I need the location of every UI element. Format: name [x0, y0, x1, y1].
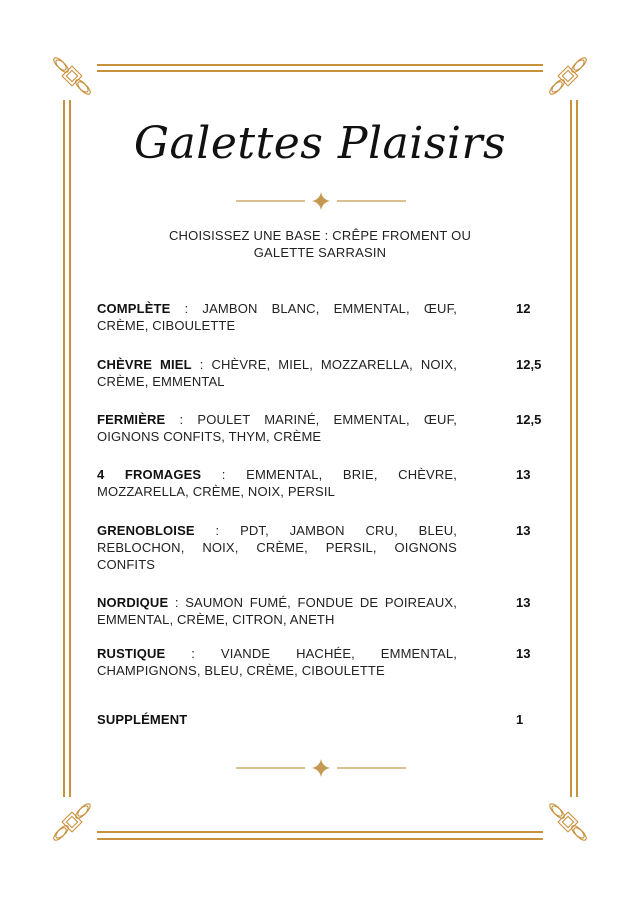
item-description: POULET MARINÉ, EMMENTAL, ŒUF, OIGNONS CONFITS, THYM, CRÈME: [97, 412, 457, 444]
item-description: VIANDE HACHÉE, EMMENTAL, CHAMPIGNONS, BLEU, CRÈME, CIBOULETTE: [97, 646, 457, 678]
frame-bottom-inner: [97, 831, 543, 833]
menu-item-complete: COMPLÈTE : JAMBON BLANC, EMMENTAL, ŒUF, CRÈME, CIBOULETTE 12: [97, 301, 531, 333]
item-price: 1: [516, 712, 524, 727]
item-price: 12,5: [516, 357, 542, 372]
ornamental-knot-icon: [544, 798, 592, 846]
item-name: FERMIÈRE: [97, 412, 166, 427]
menu-item-chevre-miel: CHÈVRE MIEL : CHÈVRE, MIEL, MOZZARELLA, NOIX, CRÈME, EMMENTAL 12,5: [97, 357, 542, 389]
menu-item-nordique: NORDIQUE : SAUMON FUMÉ, FONDUE DE POIREAUX, EMMENTAL, CRÈME, CITRON, ANETH 13: [97, 595, 531, 627]
item-price: 13: [516, 595, 531, 610]
item-price: 13: [516, 646, 531, 661]
ornamental-knot-icon: [48, 52, 96, 100]
item-name: CHÈVRE MIEL: [97, 357, 192, 372]
item-description: SAUMON FUMÉ, FONDUE DE POIREAUX, EMMENTAL, CRÈME, CITRON, ANETH: [97, 595, 457, 627]
item-name: NORDIQUE: [97, 595, 169, 610]
four-point-star-icon: [312, 759, 330, 777]
base-choice-subtitle: CHOISISSEZ UNE BASE : CRÊPE FROMENT OU GALETTE SARRASIN: [168, 228, 472, 260]
ornamental-knot-icon: [48, 798, 96, 846]
item-description: CHÈVRE, MIEL, MOZZARELLA, NOIX, CRÈME, EMMENTAL: [97, 357, 457, 389]
item-price: 13: [516, 467, 531, 482]
item-price: 13: [516, 523, 531, 538]
menu-item-fermiere: FERMIÈRE : POULET MARINÉ, EMMENTAL, ŒUF, OIGNONS CONFITS, THYM, CRÈME 12,5: [97, 412, 542, 444]
menu-item-grenobloise: GRENOBLOISE : PDT, JAMBON CRU, BLEU, REBLOCHON, NOIX, CRÈME, PERSIL, OIGNONS CONFITS 13: [97, 523, 531, 572]
menu-item-4-fromages: 4 FROMAGES : EMMENTAL, BRIE, CHÈVRE, MOZZARELLA, CRÈME, NOIX, PERSIL 13: [97, 467, 531, 499]
menu-title: Galettes Plaisirs: [133, 118, 507, 169]
item-description: PDT, JAMBON CRU, BLEU, REBLOCHON, NOIX, CRÈME, PERSIL, OIGNONS CONFITS: [97, 523, 457, 572]
top-divider: [0, 191, 640, 211]
menu-item-supplement: [97, 711, 542, 728]
ornamental-knot-icon: [544, 52, 592, 100]
item-price: 12: [516, 301, 531, 316]
item-name: 4 FROMAGES: [97, 467, 202, 482]
frame-top-outer: [97, 64, 543, 66]
item-name: GRENOBLOISE: [97, 523, 195, 538]
menu-item-rustique: RUSTIQUE : VIANDE HACHÉE, EMMENTAL, CHAMPIGNONS, BLEU, CRÈME, CIBOULETTE 13: [97, 646, 531, 678]
bottom-divider: [0, 758, 640, 778]
frame-top-inner: [97, 70, 543, 72]
item-price: 12,5: [516, 412, 542, 427]
four-point-star-icon: [312, 192, 330, 210]
frame-bottom-outer: [97, 838, 543, 840]
item-description: JAMBON BLANC, EMMENTAL, ŒUF, CRÈME, CIBOULETTE: [97, 301, 457, 333]
item-name: SUPPLÉMENT: [97, 712, 188, 727]
item-name: RUSTIQUE: [97, 646, 166, 661]
item-description: EMMENTAL, BRIE, CHÈVRE, MOZZARELLA, CRÈME, NOIX, PERSIL: [97, 467, 457, 499]
item-name: COMPLÈTE: [97, 301, 171, 316]
